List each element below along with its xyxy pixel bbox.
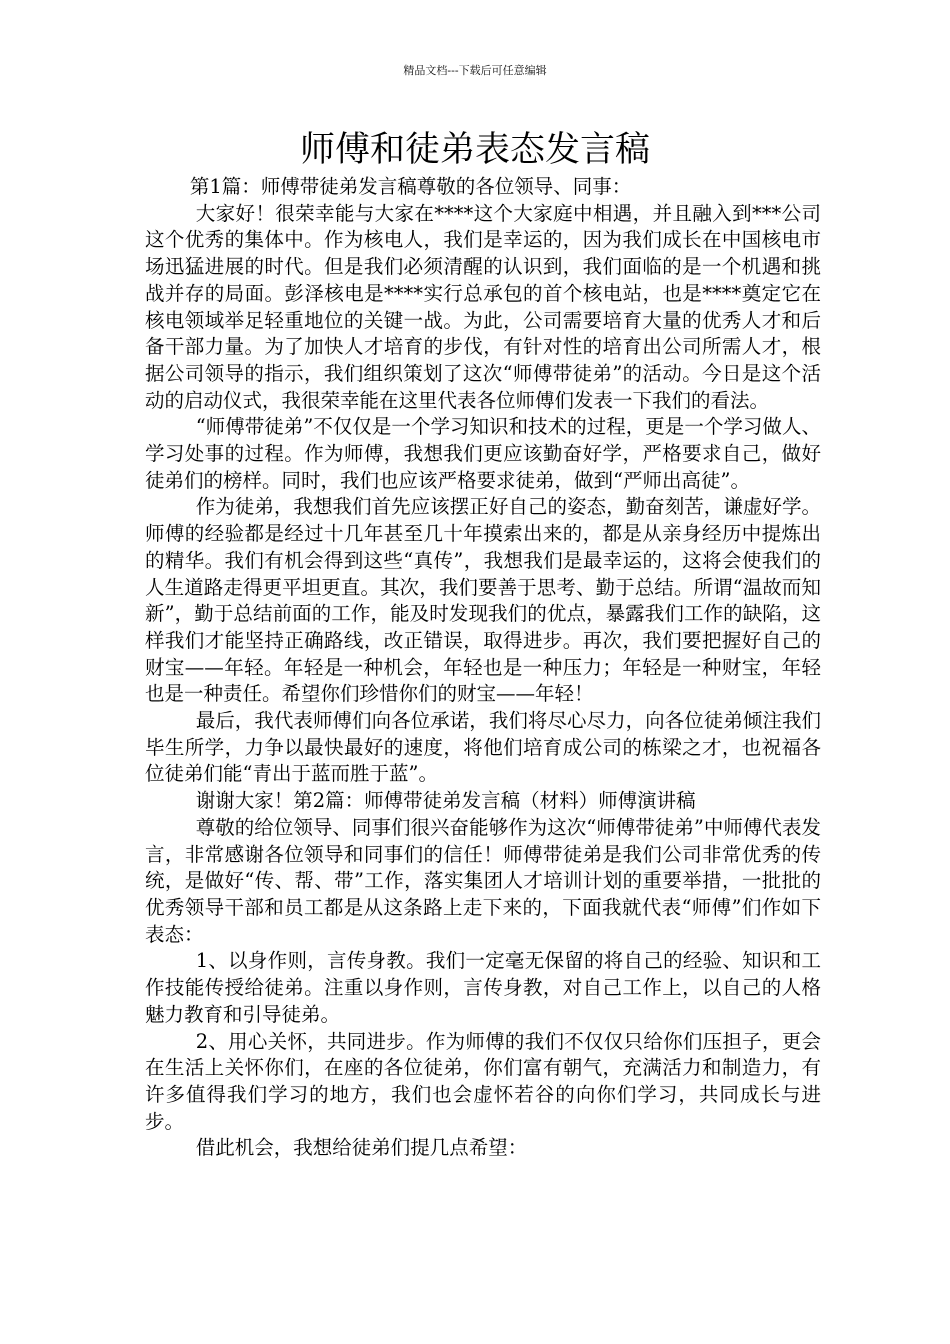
paragraph: 最后，我代表师傅们向各位承诺，我们将尽心尽力，向各位徒弟倾注我们毕生所学，力争以最快最好的速度，将他们培育成公司的栋梁之才，也祝福各位徒弟们能“青出于蓝而胜于蓝”。 <box>145 709 821 786</box>
paragraph: 第1篇：师傅带徒弟发言稿尊敬的各位领导、同事： <box>189 175 632 198</box>
paragraph: 作为徒弟，我想我们首先应该摆正好自己的姿态，勤奋刻苦，谦虚好学。师傅的经验都是经过十几年甚至几十年摸索出来的，都是从亲身经历中提炼出的精华。我们有机会得到这些“真传”，我想我们是最幸运的，这将会使我们的人生道路走得更平坦更直。其次，我们要善于思考、勤于总结。所谓“温故而知新”，勤于总结前面的工作，能及时发现我们的优点，暴露我们工作的缺陷，这样我们才能坚持正确路线，改正错误，取得进步。再次，我们要把握好自己的财宝——年轻。年轻是一种机会，年轻也是一种压力；年轻是一种财宝，年轻也是一种责任。希望你们珍惜你们的财宝——年轻！ <box>145 495 821 706</box>
document-title: 师傅和徒弟表态发言稿 <box>299 130 650 170</box>
header-note: 精品文档---下载后可任意编辑 <box>403 64 547 77</box>
paragraph: 尊敬的给位领导、同事们很兴奋能够作为这次“师傅带徒弟”中师傅代表发言，非常感谢各位领导和同事们的信任！师傅带徒弟是我们公司非常优秀的传统，是做好“传、帮、带”工作，落实集团人才培训计划的重要举措，一批批的优秀领导干部和员工都是从这条路上走下来的，下面我就代表“师傅”们作如下表态： <box>145 815 821 946</box>
paragraph: 借此机会，我想给徒弟们提几点希望： <box>195 1136 528 1160</box>
paragraph: 2、用心关怀，共同进步。作为师傅的我们不仅仅只给你们压担子，更会在生活上关怀你们，在座的各位徒弟，你们富有朝气，充满活力和制造力，有许多值得我们学习的地方，我们也会虚怀若谷的向你们学习，共同成长与进步。 <box>145 1029 821 1133</box>
paragraph: 1、以身作则，言传身教。我们一定毫无保留的将自己的经验、知识和工作技能传授给徒弟。注重以身作则，言传身教，对自己工作上，以自己的人格魅力教育和引导徒弟。 <box>145 949 821 1026</box>
paragraph: 大家好！很荣幸能与大家在****这个大家庭中相遇，并且融入到***公司这个优秀的集体中。作为核电人，我们是幸运的，因为我们成长在中国核电市场迅猛进展的时代。但是我们必须清醒的认识到，我们面临的是一个机遇和挑战并存的局面。彭泽核电是****实行总承包的首个核电站，也是****奠定它在核电领域举足轻重地位的关键一战。为此，公司需要培育大量的优秀人才和后备干部力量。为了加快人才培育的步伐，有针对性的培育出公司所需人才，根据公司领导的指示，我们组织策划了这次“师傅带徒弟”的活动。今日是这个活动的启动仪式，我很荣幸能在这里代表各位师傅们发表一下我们的看法。 <box>145 201 821 412</box>
paragraph: “师傅带徒弟”不仅仅是一个学习知识和技术的过程，更是一个学习做人、学习处事的过程。作为师傅，我想我们更应该勤奋好学，严格要求自己，做好徒弟们的榜样。同时，我们也应该严格要求徒弟，做到“严师出高徒”。 <box>145 415 821 492</box>
document-body <box>145 174 821 1162</box>
paragraph: 谢谢大家！第2篇：师傅带徒弟发言稿（材料）师傅演讲稿 <box>195 789 696 813</box>
